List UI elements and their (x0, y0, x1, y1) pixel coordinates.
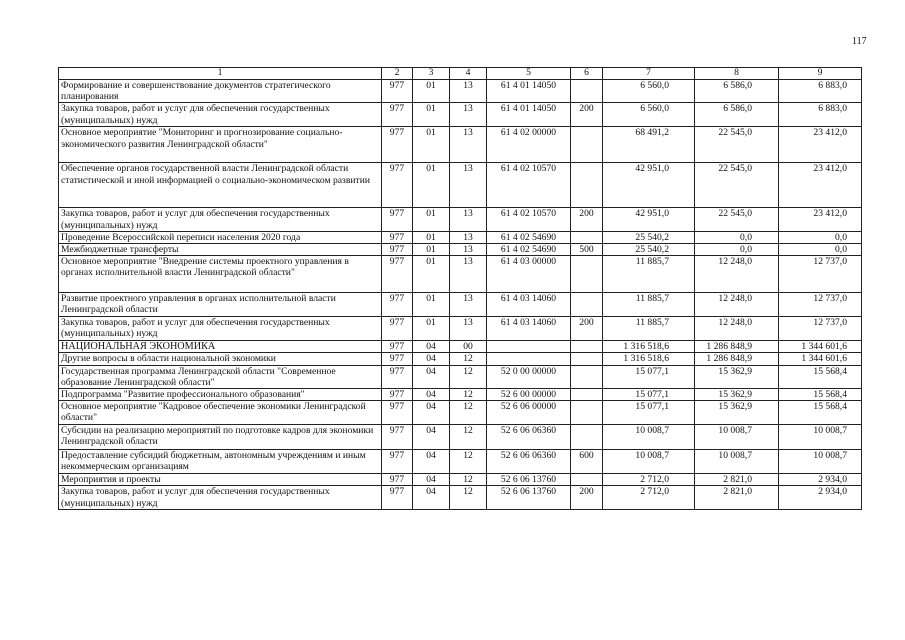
row-cell-col8: 12 248,0 (695, 293, 779, 317)
row-cell-col8: 15 362,9 (695, 389, 779, 401)
row-cell-col5: 52 0 00 00000 (487, 365, 571, 388)
row-cell-col8: 0,0 (695, 231, 779, 243)
row-cell-col5: 52 6 06 06360 (487, 425, 571, 450)
row-cell-col5: 61 4 03 14060 (487, 293, 571, 317)
row-cell-col8: 2 821,0 (695, 474, 779, 486)
row-cell-col2: 977 (382, 450, 413, 474)
row-cell-col4: 13 (450, 317, 487, 341)
table-row (59, 256, 862, 293)
row-cell-col2: 977 (382, 231, 413, 243)
row-cell-col3: 01 (413, 103, 450, 127)
row-cell-col3: 04 (413, 353, 450, 365)
row-cell-col6 (571, 353, 603, 365)
row-cell-col4: 13 (450, 103, 487, 127)
row-cell-col3: 01 (413, 317, 450, 341)
table-row (59, 208, 862, 231)
row-cell-col9: 0,0 (779, 244, 862, 256)
row-cell-col6 (571, 389, 603, 401)
row-cell-col9: 6 883,0 (779, 80, 862, 103)
header-cell-4: 4 (450, 68, 487, 80)
row-cell-col3: 04 (413, 341, 450, 353)
row-cell-col6 (571, 293, 603, 317)
row-cell-col7: 42 951,0 (603, 208, 695, 231)
row-name-cell: Развитие проектного управления в органах исполнительной власти Ленинградской области (59, 293, 382, 317)
row-cell-col5 (487, 341, 571, 353)
row-cell-col4: 13 (450, 127, 487, 163)
row-name-cell: Предоставление субсидий бюджетным, автономным учреждениям и иным некоммерческим организациям (59, 450, 382, 474)
row-cell-col5: 61 4 02 54690 (487, 244, 571, 256)
row-cell-col9: 12 737,0 (779, 256, 862, 293)
table-row (59, 474, 862, 486)
row-cell-col6 (571, 401, 603, 425)
row-cell-col2: 977 (382, 103, 413, 127)
row-name-cell: Основное мероприятие "Мониторинг и прогнозирование социально-экономического развития Ленинградской области" (59, 127, 382, 163)
row-cell-col3: 01 (413, 127, 450, 163)
row-cell-col4: 12 (450, 450, 487, 474)
row-cell-col6 (571, 80, 603, 103)
row-cell-col4: 12 (450, 365, 487, 388)
row-name-cell: Мероприятия и проекты (59, 474, 382, 486)
row-cell-col3: 01 (413, 293, 450, 317)
row-cell-col8: 15 362,9 (695, 401, 779, 425)
row-cell-col3: 01 (413, 80, 450, 103)
table-row (59, 80, 862, 103)
row-cell-col9: 23 412,0 (779, 163, 862, 208)
row-cell-col9: 2 934,0 (779, 474, 862, 486)
row-name-cell: НАЦИОНАЛЬНАЯ ЭКОНОМИКА (59, 341, 382, 353)
row-name-cell: Проведение Всероссийской переписи населения 2020 года (59, 231, 382, 243)
row-cell-col9: 23 412,0 (779, 127, 862, 163)
row-cell-col2: 977 (382, 341, 413, 353)
row-name-cell: Обеспечение органов государственной власти Ленинградской области статистической и иной информацией о социально-экономическом развитии (59, 163, 382, 208)
row-cell-col8: 15 362,9 (695, 365, 779, 388)
row-cell-col4: 13 (450, 80, 487, 103)
row-cell-col2: 977 (382, 163, 413, 208)
table-row (59, 103, 862, 127)
row-cell-col7: 1 316 518,6 (603, 341, 695, 353)
row-cell-col4: 12 (450, 353, 487, 365)
row-cell-col4: 00 (450, 341, 487, 353)
row-cell-col9: 1 344 601,6 (779, 353, 862, 365)
row-cell-col7: 11 885,7 (603, 317, 695, 341)
row-cell-col8: 22 545,0 (695, 127, 779, 163)
row-cell-col5: 52 6 06 00000 (487, 401, 571, 425)
row-cell-col4: 12 (450, 425, 487, 450)
row-cell-col9: 0,0 (779, 231, 862, 243)
row-cell-col8: 22 545,0 (695, 208, 779, 231)
row-cell-col8: 1 286 848,9 (695, 353, 779, 365)
header-cell-1: 1 (59, 68, 382, 80)
row-cell-col9: 15 568,4 (779, 365, 862, 388)
row-cell-col4: 13 (450, 231, 487, 243)
row-cell-col5: 52 6 06 13760 (487, 474, 571, 486)
row-cell-col7: 6 560,0 (603, 80, 695, 103)
row-cell-col6 (571, 341, 603, 353)
row-cell-col4: 13 (450, 256, 487, 293)
row-cell-col7: 2 712,0 (603, 486, 695, 510)
row-cell-col7: 15 077,1 (603, 389, 695, 401)
row-cell-col5: 61 4 02 00000 (487, 127, 571, 163)
table-row (59, 231, 862, 243)
table-row (59, 127, 862, 163)
row-cell-col3: 01 (413, 244, 450, 256)
row-cell-col6: 200 (571, 208, 603, 231)
row-name-cell: Закупка товаров, работ и услуг для обеспечения государственных (муниципальных) нужд (59, 317, 382, 341)
table-row (59, 425, 862, 450)
table-row (59, 486, 862, 510)
row-cell-col2: 977 (382, 486, 413, 510)
page-number: 117 (852, 36, 867, 47)
row-cell-col4: 12 (450, 474, 487, 486)
table-row (59, 163, 862, 208)
row-cell-col2: 977 (382, 256, 413, 293)
row-cell-col2: 977 (382, 389, 413, 401)
row-cell-col2: 977 (382, 317, 413, 341)
row-cell-col3: 01 (413, 208, 450, 231)
row-name-cell: Субсидии на реализацию мероприятий по подготовке кадров для экономики Ленинградской области (59, 425, 382, 450)
table-row (59, 317, 862, 341)
row-cell-col2: 977 (382, 401, 413, 425)
row-cell-col6 (571, 256, 603, 293)
row-cell-col8: 6 586,0 (695, 80, 779, 103)
row-cell-col8: 10 008,7 (695, 425, 779, 450)
row-cell-col2: 977 (382, 208, 413, 231)
row-cell-col5: 52 6 06 13760 (487, 486, 571, 510)
table-row (59, 401, 862, 425)
row-cell-col9: 1 344 601,6 (779, 341, 862, 353)
row-cell-col3: 04 (413, 450, 450, 474)
row-cell-col9: 12 737,0 (779, 293, 862, 317)
row-cell-col7: 15 077,1 (603, 365, 695, 388)
row-cell-col6 (571, 163, 603, 208)
row-cell-col6 (571, 365, 603, 388)
row-cell-col4: 12 (450, 486, 487, 510)
row-cell-col3: 04 (413, 389, 450, 401)
row-cell-col6 (571, 231, 603, 243)
row-cell-col5: 61 4 01 14050 (487, 103, 571, 127)
budget-table (58, 67, 862, 510)
table-row (59, 341, 862, 353)
header-cell-3: 3 (413, 68, 450, 80)
header-row (59, 68, 862, 80)
row-name-cell: Основное мероприятие "Кадровое обеспечение экономики Ленинградской области" (59, 401, 382, 425)
row-name-cell: Другие вопросы в области национальной экономики (59, 353, 382, 365)
row-cell-col7: 11 885,7 (603, 293, 695, 317)
row-cell-col6: 200 (571, 317, 603, 341)
row-cell-col2: 977 (382, 244, 413, 256)
row-cell-col8: 6 586,0 (695, 103, 779, 127)
row-cell-col2: 977 (382, 127, 413, 163)
row-cell-col9: 10 008,7 (779, 450, 862, 474)
table-row (59, 244, 862, 256)
row-name-cell: Подпрограмма "Развитие профессионального образования" (59, 389, 382, 401)
row-cell-col8: 12 248,0 (695, 256, 779, 293)
row-cell-col5: 61 4 02 10570 (487, 208, 571, 231)
row-cell-col7: 42 951,0 (603, 163, 695, 208)
row-cell-col3: 04 (413, 486, 450, 510)
row-cell-col9: 15 568,4 (779, 401, 862, 425)
row-name-cell: Формирование и совершенствование документов стратегического планирования (59, 80, 382, 103)
row-cell-col9: 2 934,0 (779, 486, 862, 510)
row-cell-col7: 68 491,2 (603, 127, 695, 163)
header-cell-2: 2 (382, 68, 413, 80)
row-cell-col5: 61 4 02 10570 (487, 163, 571, 208)
table-row (59, 353, 862, 365)
row-cell-col7: 25 540,2 (603, 231, 695, 243)
row-cell-col7: 10 008,7 (603, 425, 695, 450)
row-cell-col6: 200 (571, 486, 603, 510)
row-cell-col4: 13 (450, 163, 487, 208)
row-name-cell: Закупка товаров, работ и услуг для обеспечения государственных (муниципальных) нужд (59, 208, 382, 231)
row-cell-col2: 977 (382, 425, 413, 450)
row-cell-col8: 22 545,0 (695, 163, 779, 208)
row-cell-col8: 0,0 (695, 244, 779, 256)
row-cell-col8: 12 248,0 (695, 317, 779, 341)
row-cell-col5: 52 6 06 06360 (487, 450, 571, 474)
row-cell-col9: 6 883,0 (779, 103, 862, 127)
row-cell-col2: 977 (382, 353, 413, 365)
row-cell-col3: 01 (413, 256, 450, 293)
row-cell-col3: 04 (413, 425, 450, 450)
row-cell-col3: 04 (413, 401, 450, 425)
header-cell-5: 5 (487, 68, 571, 80)
row-cell-col6 (571, 127, 603, 163)
row-cell-col3: 04 (413, 365, 450, 388)
row-cell-col6 (571, 474, 603, 486)
row-cell-col8: 1 286 848,9 (695, 341, 779, 353)
row-cell-col2: 977 (382, 474, 413, 486)
row-cell-col9: 12 737,0 (779, 317, 862, 341)
table-row (59, 389, 862, 401)
row-cell-col7: 15 077,1 (603, 401, 695, 425)
row-name-cell: Закупка товаров, работ и услуг для обеспечения государственных (муниципальных) нужд (59, 103, 382, 127)
table-row (59, 293, 862, 317)
row-cell-col4: 13 (450, 244, 487, 256)
row-cell-col4: 12 (450, 401, 487, 425)
row-cell-col5: 61 4 02 54690 (487, 231, 571, 243)
row-cell-col6: 600 (571, 450, 603, 474)
row-cell-col6: 200 (571, 103, 603, 127)
row-cell-col5: 61 4 03 00000 (487, 256, 571, 293)
row-cell-col5 (487, 353, 571, 365)
row-cell-col7: 1 316 518,6 (603, 353, 695, 365)
row-cell-col4: 13 (450, 208, 487, 231)
header-cell-6: 6 (571, 68, 603, 80)
row-cell-col9: 23 412,0 (779, 208, 862, 231)
row-cell-col2: 977 (382, 365, 413, 388)
row-name-cell: Основное мероприятие "Внедрение системы проектного управления в органах исполнительной власти Ленинградской области" (59, 256, 382, 293)
row-cell-col3: 04 (413, 474, 450, 486)
header-cell-8: 8 (695, 68, 779, 80)
row-cell-col5: 52 6 00 00000 (487, 389, 571, 401)
row-cell-col7: 2 712,0 (603, 474, 695, 486)
table-row (59, 365, 862, 388)
row-cell-col3: 01 (413, 231, 450, 243)
row-cell-col3: 01 (413, 163, 450, 208)
row-cell-col4: 13 (450, 293, 487, 317)
row-name-cell: Государственная программа Ленинградской области "Современное образование Ленинградской области" (59, 365, 382, 388)
row-name-cell: Закупка товаров, работ и услуг для обеспечения государственных (муниципальных) нужд (59, 486, 382, 510)
row-cell-col2: 977 (382, 80, 413, 103)
header-cell-9: 9 (779, 68, 862, 80)
header-cell-7: 7 (603, 68, 695, 80)
row-cell-col9: 15 568,4 (779, 389, 862, 401)
row-cell-col6 (571, 425, 603, 450)
row-cell-col6: 500 (571, 244, 603, 256)
row-cell-col5: 61 4 03 14060 (487, 317, 571, 341)
row-cell-col9: 10 008,7 (779, 425, 862, 450)
row-cell-col7: 6 560,0 (603, 103, 695, 127)
row-cell-col7: 11 885,7 (603, 256, 695, 293)
row-cell-col7: 10 008,7 (603, 450, 695, 474)
row-cell-col8: 10 008,7 (695, 450, 779, 474)
row-cell-col5: 61 4 01 14050 (487, 80, 571, 103)
row-name-cell: Межбюджетные трансферты (59, 244, 382, 256)
table-row (59, 450, 862, 474)
row-cell-col4: 12 (450, 389, 487, 401)
row-cell-col8: 2 821,0 (695, 486, 779, 510)
row-cell-col7: 25 540,2 (603, 244, 695, 256)
row-cell-col2: 977 (382, 293, 413, 317)
